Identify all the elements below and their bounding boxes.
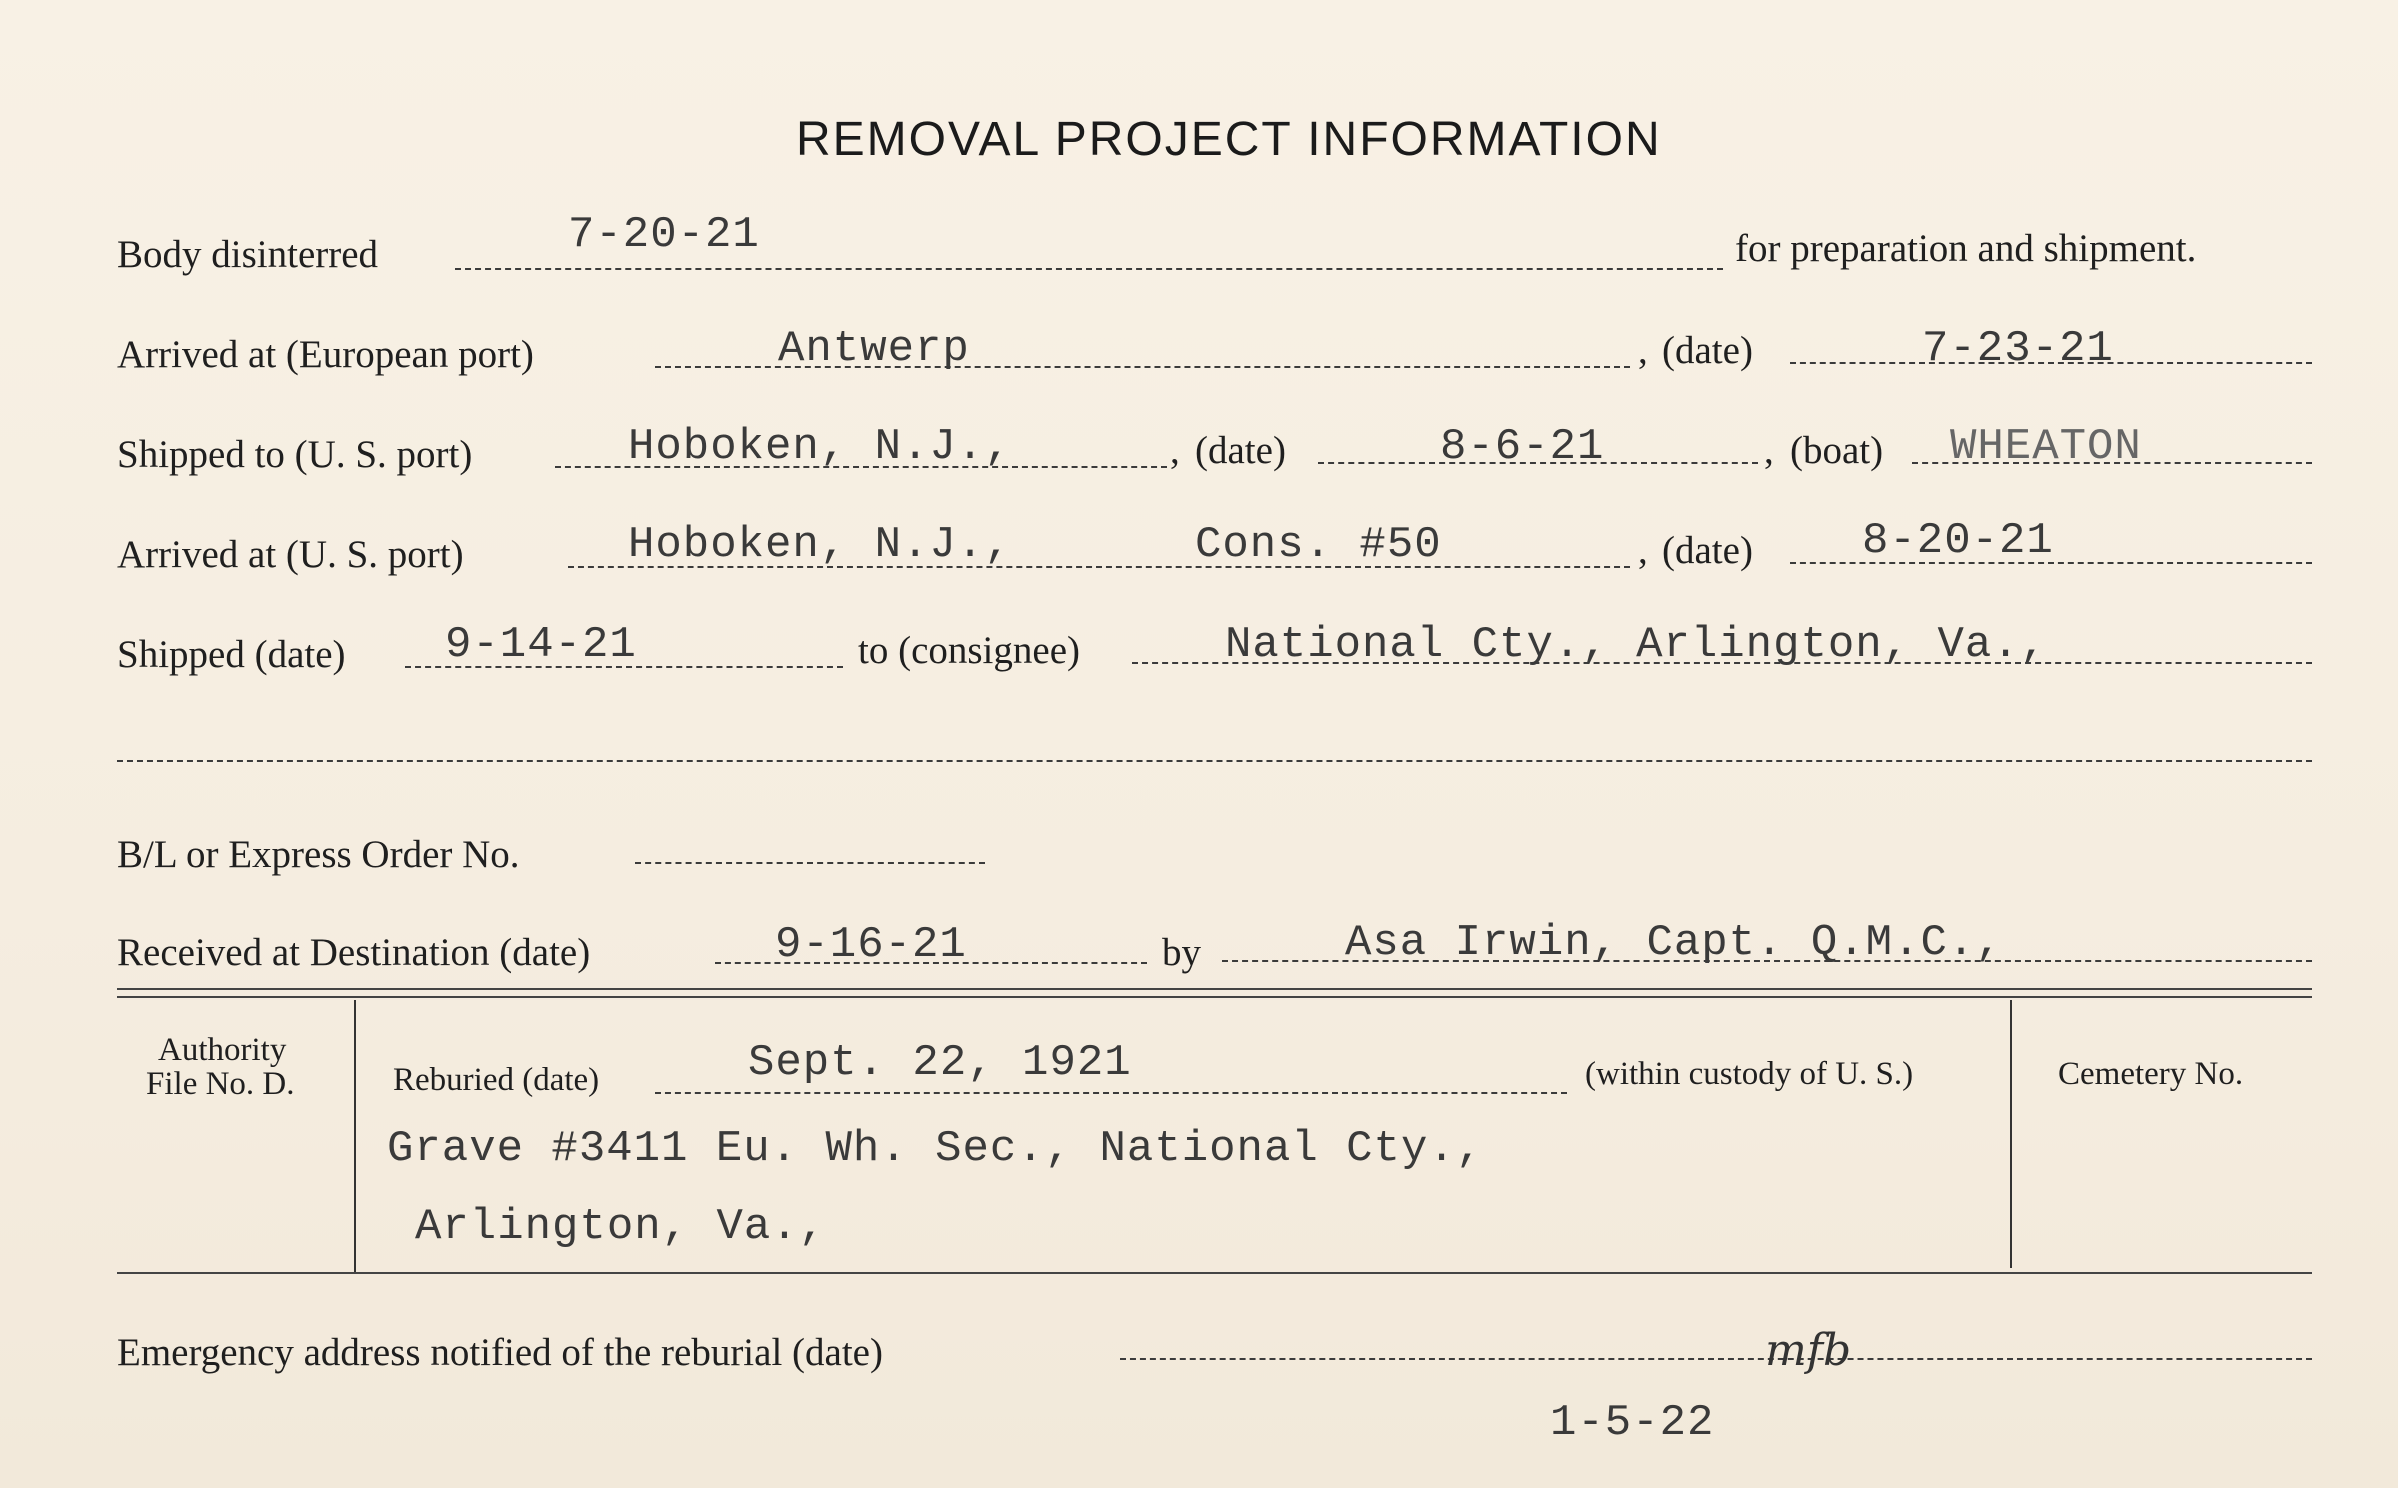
cemetery-label: Cemetery No.	[2058, 1056, 2244, 1092]
box-right-divider	[2010, 1000, 2012, 1268]
bl-label: B/L or Express Order No.	[117, 833, 520, 876]
box-top-rule-2	[117, 996, 2312, 998]
received-by: Asa Irwin, Capt. Q.M.C.,	[1345, 918, 2003, 968]
emergency-label: Emergency address notified of the reburial (date)	[117, 1331, 883, 1374]
shipped-date: 9-14-21	[445, 620, 637, 670]
consignee-value: National Cty., Arlington, Va.,	[1225, 620, 2048, 670]
consignee-label: to (consignee)	[858, 629, 1081, 672]
arrived-european-label: Arrived at (European port)	[117, 333, 534, 376]
body-disinterred-label: Body disinterred	[117, 233, 379, 276]
arrived-us-date-label: (date)	[1662, 529, 1753, 572]
shipped-us-port: Hoboken, N.J.,	[628, 422, 1012, 472]
shipped-us-date: 8-6-21	[1440, 422, 1605, 472]
arrived-us-cons: Cons. #50	[1195, 520, 1442, 570]
emergency-line	[1120, 1358, 2312, 1360]
arrived-us-port: Hoboken, N.J.,	[628, 520, 1012, 570]
box-left-divider	[354, 1000, 356, 1272]
shipped-us-boat: WHEATON	[1950, 422, 2142, 472]
arrived-european-port: Antwerp	[778, 324, 970, 374]
body-disinterred-value: 7-20-21	[568, 210, 760, 260]
box-bottom-rule	[117, 1272, 2312, 1274]
file-no-label: File No. D.	[146, 1066, 295, 1102]
grave-location-line1: Grave #3411 Eu. Wh. Sec., National Cty.,	[387, 1124, 1484, 1174]
received-label: Received at Destination (date)	[117, 931, 591, 974]
reburied-label: Reburied (date)	[393, 1062, 600, 1098]
shipped-us-label: Shipped to (U. S. port)	[117, 433, 473, 476]
shipped-date-label: Shipped (date)	[117, 633, 346, 676]
arrived-us-date: 8-20-21	[1862, 516, 2054, 566]
blank-line	[117, 760, 2312, 762]
arrived-european-date-label: (date)	[1662, 329, 1753, 372]
shipped-us-boat-label: (boat)	[1790, 429, 1884, 472]
received-by-label: by	[1162, 931, 1201, 974]
box-top-rule	[117, 988, 2312, 990]
shipped-us-date-label: (date)	[1195, 429, 1286, 472]
record-card: REMOVAL PROJECT INFORMATION Body disinterred 7-20-21 for preparation and shipment. Arrived at (European port) Antwerp , (date) 7-23-21 Shipped to (U. S. port) Hoboken, N.J., , (date) 8-6-21 , (boat) WHEATON Arrived at (U. S. port) Hoboken, N.J., Cons. #50 , (date) 8-20-21 Shipped (date) 9-14-21 to (consignee) National Cty., Arlington, Va., B/L or Express Order No. Received at Destination (date) 9-16-21 by Asa Irwin, Capt. Q.M.C., Authority File No. D. Reburied (date) Sept. 22, 1921 (within custody of U. S.) Grave #3411 Eu. Wh. Sec., National Cty., Arlington, Va., Cemetery No. Emergency address notified of the reburial (date) mfb 1-5-22	[0, 0, 2398, 1488]
authority-label: Authority	[158, 1032, 287, 1068]
reburied-line	[655, 1092, 1567, 1094]
handwritten-initials: mfb	[1765, 1325, 1852, 1376]
grave-location-line2: Arlington, Va.,	[415, 1202, 827, 1252]
arrived-us-label: Arrived at (U. S. port)	[117, 533, 464, 576]
reburied-date: Sept. 22, 1921	[748, 1038, 1132, 1088]
received-date: 9-16-21	[775, 920, 967, 970]
custody-note: (within custody of U. S.)	[1585, 1056, 1914, 1092]
card-title: REMOVAL PROJECT INFORMATION	[796, 113, 1662, 166]
arrived-european-date: 7-23-21	[1922, 324, 2114, 374]
body-disinterred-line	[455, 268, 1723, 270]
bl-line	[635, 862, 985, 864]
emergency-date: 1-5-22	[1550, 1398, 1715, 1448]
body-disinterred-suffix: for preparation and shipment.	[1735, 227, 2197, 270]
